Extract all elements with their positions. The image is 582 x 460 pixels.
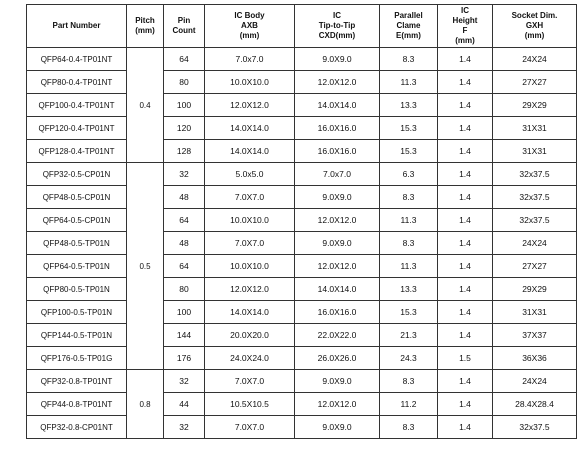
- tip-to-tip-cell: 12.0X12.0: [295, 209, 380, 232]
- parallel-clame-cell: 11.3: [380, 209, 438, 232]
- table-row: [27, 370, 577, 393]
- socket-dim-cell: 32x37.5: [493, 416, 577, 439]
- ic-body-cell: 20.0X20.0: [205, 324, 295, 347]
- parallel-clame-cell: 8.3: [380, 232, 438, 255]
- part-number-cell: QFP64-0.5-CP01N: [27, 209, 127, 232]
- socket-dim-cell: 24X24: [493, 370, 577, 393]
- pin-count-cell: 64: [164, 209, 205, 232]
- pin-count-cell: 128: [164, 140, 205, 163]
- pin-count-cell: 120: [164, 117, 205, 140]
- socket-dim-cell: 37X37: [493, 324, 577, 347]
- tip-to-tip-cell: 9.0X9.0: [295, 416, 380, 439]
- ic-body-cell: 7.0X7.0: [205, 186, 295, 209]
- parallel-clame-cell: 13.3: [380, 278, 438, 301]
- part-number-cell: QFP64-0.5-TP01N: [27, 255, 127, 278]
- ic-body-cell: 14.0X14.0: [205, 117, 295, 140]
- pin-count-cell: 32: [164, 163, 205, 186]
- socket-spec-table: [26, 4, 577, 439]
- tip-to-tip-cell: 9.0X9.0: [295, 48, 380, 71]
- part-number-cell: QFP100-0.5-TP01N: [27, 301, 127, 324]
- tip-to-tip-cell: 9.0X9.0: [295, 186, 380, 209]
- ic-height-cell: 1.4: [438, 301, 493, 324]
- parallel-clame-cell: 13.3: [380, 94, 438, 117]
- socket-dim-cell: 32x37.5: [493, 163, 577, 186]
- table-row: [27, 347, 577, 370]
- parallel-clame-cell: 6.3: [380, 163, 438, 186]
- tip-to-tip-cell: 22.0X22.0: [295, 324, 380, 347]
- parallel-clame-cell: 11.3: [380, 71, 438, 94]
- ic-height-cell: 1.4: [438, 278, 493, 301]
- pin-count-cell: 80: [164, 71, 205, 94]
- part-number-cell: QFP48-0.5-TP01N: [27, 232, 127, 255]
- pin-count-cell: 64: [164, 255, 205, 278]
- socket-dim-cell: 36X36: [493, 347, 577, 370]
- part-number-cell: QFP44-0.8-TP01NT: [27, 393, 127, 416]
- socket-dim-cell: 29X29: [493, 94, 577, 117]
- table-row: [27, 48, 577, 71]
- parallel-clame-cell: 15.3: [380, 140, 438, 163]
- tip-to-tip-cell: 16.0X16.0: [295, 301, 380, 324]
- ic-height-cell: 1.4: [438, 232, 493, 255]
- header-pitch: Pitch (mm): [127, 5, 164, 48]
- ic-height-cell: 1.4: [438, 117, 493, 140]
- ic-height-cell: 1.4: [438, 416, 493, 439]
- table-row: [27, 140, 577, 163]
- ic-body-cell: 7.0x7.0: [205, 48, 295, 71]
- pin-count-cell: 32: [164, 416, 205, 439]
- part-number-cell: QFP100-0.4-TP01NT: [27, 94, 127, 117]
- table-row: [27, 301, 577, 324]
- pin-count-cell: 48: [164, 232, 205, 255]
- pin-count-cell: 48: [164, 186, 205, 209]
- ic-body-cell: 10.0X10.0: [205, 255, 295, 278]
- tip-to-tip-cell: 12.0X12.0: [295, 255, 380, 278]
- parallel-clame-cell: 11.3: [380, 255, 438, 278]
- part-number-cell: QFP64-0.4-TP01NT: [27, 48, 127, 71]
- part-number-cell: QFP120-0.4-TP01NT: [27, 117, 127, 140]
- tip-to-tip-cell: 12.0X12.0: [295, 393, 380, 416]
- ic-body-cell: 12.0X12.0: [205, 94, 295, 117]
- ic-height-cell: 1.5: [438, 347, 493, 370]
- parallel-clame-cell: 15.3: [380, 117, 438, 140]
- ic-height-cell: 1.4: [438, 94, 493, 117]
- parallel-clame-cell: 21.3: [380, 324, 438, 347]
- table-row: [27, 255, 577, 278]
- table-row: [27, 209, 577, 232]
- ic-body-cell: 10.0X10.0: [205, 209, 295, 232]
- socket-dim-cell: 27X27: [493, 255, 577, 278]
- socket-dim-cell: 31X31: [493, 301, 577, 324]
- table-row: [27, 186, 577, 209]
- ic-body-cell: 10.0X10.0: [205, 71, 295, 94]
- table-row: [27, 117, 577, 140]
- tip-to-tip-cell: 16.0X16.0: [295, 117, 380, 140]
- socket-dim-cell: 28.4X28.4: [493, 393, 577, 416]
- ic-body-cell: 7.0X7.0: [205, 370, 295, 393]
- parallel-clame-cell: 15.3: [380, 301, 438, 324]
- tip-to-tip-cell: 14.0X14.0: [295, 94, 380, 117]
- tip-to-tip-cell: 16.0X16.0: [295, 140, 380, 163]
- ic-body-cell: 14.0X14.0: [205, 301, 295, 324]
- table-row: [27, 163, 577, 186]
- ic-height-cell: 1.4: [438, 163, 493, 186]
- ic-height-cell: 1.4: [438, 71, 493, 94]
- pitch-cell: 0.8: [127, 370, 164, 439]
- part-number-cell: QFP80-0.5-TP01N: [27, 278, 127, 301]
- table-row: [27, 278, 577, 301]
- part-number-cell: QFP176-0.5-TP01G: [27, 347, 127, 370]
- tip-to-tip-cell: 9.0X9.0: [295, 370, 380, 393]
- tip-to-tip-cell: 26.0X26.0: [295, 347, 380, 370]
- table-row: [27, 71, 577, 94]
- header-ic-tip-to-tip: IC Tip-to-Tip CXD(mm): [295, 5, 380, 48]
- pin-count-cell: 80: [164, 278, 205, 301]
- header-socket-dim: Socket Dim. GXH (mm): [493, 5, 577, 48]
- socket-dim-cell: 31X31: [493, 117, 577, 140]
- ic-height-cell: 1.4: [438, 393, 493, 416]
- table-row: [27, 324, 577, 347]
- socket-dim-cell: 29X29: [493, 278, 577, 301]
- part-number-cell: QFP32-0.8-TP01NT: [27, 370, 127, 393]
- parallel-clame-cell: 8.3: [380, 370, 438, 393]
- table-body: [27, 48, 577, 439]
- header-row: [27, 5, 577, 48]
- ic-height-cell: 1.4: [438, 186, 493, 209]
- socket-dim-cell: 24X24: [493, 48, 577, 71]
- ic-height-cell: 1.4: [438, 140, 493, 163]
- parallel-clame-cell: 11.2: [380, 393, 438, 416]
- ic-height-cell: 1.4: [438, 48, 493, 71]
- socket-dim-cell: 31X31: [493, 140, 577, 163]
- parallel-clame-cell: 24.3: [380, 347, 438, 370]
- part-number-cell: QFP32-0.5-CP01N: [27, 163, 127, 186]
- ic-body-cell: 24.0X24.0: [205, 347, 295, 370]
- header-ic-height: IC Height F (mm): [438, 5, 493, 48]
- part-number-cell: QFP144-0.5-TP01N: [27, 324, 127, 347]
- tip-to-tip-cell: 14.0X14.0: [295, 278, 380, 301]
- socket-dim-cell: 32x37.5: [493, 209, 577, 232]
- pin-count-cell: 64: [164, 48, 205, 71]
- part-number-cell: QFP128-0.4-TP01NT: [27, 140, 127, 163]
- pin-count-cell: 144: [164, 324, 205, 347]
- table-row: [27, 416, 577, 439]
- parallel-clame-cell: 8.3: [380, 416, 438, 439]
- tip-to-tip-cell: 12.0X12.0: [295, 71, 380, 94]
- tip-to-tip-cell: 7.0x7.0: [295, 163, 380, 186]
- table-row: [27, 94, 577, 117]
- pin-count-cell: 100: [164, 94, 205, 117]
- pitch-cell: 0.5: [127, 163, 164, 370]
- pin-count-cell: 100: [164, 301, 205, 324]
- pin-count-cell: 32: [164, 370, 205, 393]
- ic-body-cell: 14.0X14.0: [205, 140, 295, 163]
- socket-dim-cell: 32x37.5: [493, 186, 577, 209]
- table-row: [27, 232, 577, 255]
- ic-body-cell: 5.0x5.0: [205, 163, 295, 186]
- ic-body-cell: 12.0X12.0: [205, 278, 295, 301]
- pin-count-cell: 44: [164, 393, 205, 416]
- pitch-cell: 0.4: [127, 48, 164, 163]
- pin-count-cell: 176: [164, 347, 205, 370]
- ic-height-cell: 1.4: [438, 209, 493, 232]
- header-ic-body: IC Body AXB (mm): [205, 5, 295, 48]
- parallel-clame-cell: 8.3: [380, 48, 438, 71]
- ic-body-cell: 10.5X10.5: [205, 393, 295, 416]
- ic-height-cell: 1.4: [438, 255, 493, 278]
- ic-body-cell: 7.0X7.0: [205, 416, 295, 439]
- table-row: [27, 393, 577, 416]
- header-pin-count: Pin Count: [164, 5, 205, 48]
- tip-to-tip-cell: 9.0X9.0: [295, 232, 380, 255]
- part-number-cell: QFP48-0.5-CP01N: [27, 186, 127, 209]
- ic-height-cell: 1.4: [438, 370, 493, 393]
- header-part-number: Part Number: [27, 5, 127, 48]
- ic-body-cell: 7.0X7.0: [205, 232, 295, 255]
- part-number-cell: QFP80-0.4-TP01NT: [27, 71, 127, 94]
- ic-height-cell: 1.4: [438, 324, 493, 347]
- header-parallel-clame: Parallel Clame E(mm): [380, 5, 438, 48]
- parallel-clame-cell: 8.3: [380, 186, 438, 209]
- socket-dim-cell: 27X27: [493, 71, 577, 94]
- socket-dim-cell: 24X24: [493, 232, 577, 255]
- part-number-cell: QFP32-0.8-CP01NT: [27, 416, 127, 439]
